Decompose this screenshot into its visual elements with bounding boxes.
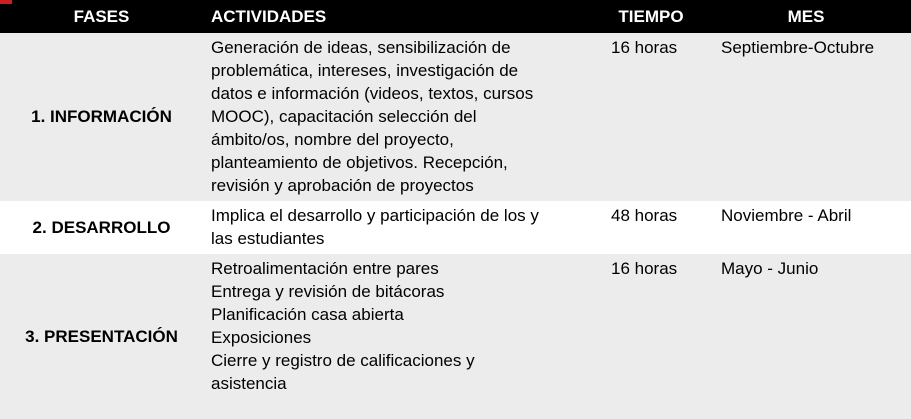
actividad-line: planteamiento de objetivos. Recepción, bbox=[211, 153, 508, 172]
actividad-line: Cierre y registro de calificaciones y bbox=[211, 351, 475, 370]
mes-cell: Septiembre-Octubre bbox=[701, 33, 911, 201]
header-actividades: ACTIVIDADES bbox=[203, 0, 601, 33]
mes-cell: Mayo - Junio bbox=[701, 254, 911, 419]
mes-cell: Noviembre - Abril bbox=[701, 201, 911, 254]
actividad-line: Exposiciones bbox=[211, 328, 312, 347]
actividades-cell bbox=[203, 201, 601, 254]
actividad-line: asistencia bbox=[211, 374, 287, 393]
tiempo-cell: 16 horas bbox=[601, 254, 701, 419]
actividades-cell bbox=[203, 254, 601, 419]
actividad-line: problemática, intereses, investigación de bbox=[211, 61, 519, 80]
table-row bbox=[0, 201, 911, 254]
header-fases: FASES bbox=[0, 0, 203, 33]
header-row bbox=[0, 0, 911, 33]
actividades-cell bbox=[203, 33, 601, 201]
actividad-line: Retroalimentación entre pares bbox=[211, 259, 439, 278]
tiempo-cell: 16 horas bbox=[601, 33, 701, 201]
table-row bbox=[0, 33, 911, 201]
actividad-line: datos e información (videos, textos, cursos bbox=[211, 84, 534, 103]
actividad-line: ámbito/os, nombre del proyecto, bbox=[211, 130, 454, 149]
fase-cell: 1. INFORMACIÓN bbox=[0, 33, 203, 201]
actividad-line: revisión y aprobación de proyectos bbox=[211, 176, 474, 195]
header-tiempo: TIEMPO bbox=[601, 0, 701, 33]
table-row bbox=[0, 254, 911, 419]
actividad-line: Entrega y revisión de bitácoras bbox=[211, 282, 445, 301]
actividad-line: las estudiantes bbox=[211, 229, 325, 248]
header-mes: MES bbox=[701, 0, 911, 33]
actividad-line: MOOC), capacitación selección del bbox=[211, 107, 477, 126]
tiempo-cell: 48 horas bbox=[601, 201, 701, 254]
actividad-line: Implica el desarrollo y participación de los y bbox=[211, 206, 539, 225]
fase-cell: 2. DESARROLLO bbox=[0, 201, 203, 254]
corner-accent bbox=[0, 0, 12, 4]
actividad-line: Generación de ideas, sensibilización de bbox=[211, 38, 511, 57]
actividad-line: Planificación casa abierta bbox=[211, 305, 404, 324]
fase-cell: 3. PRESENTACIÓN bbox=[0, 254, 203, 419]
